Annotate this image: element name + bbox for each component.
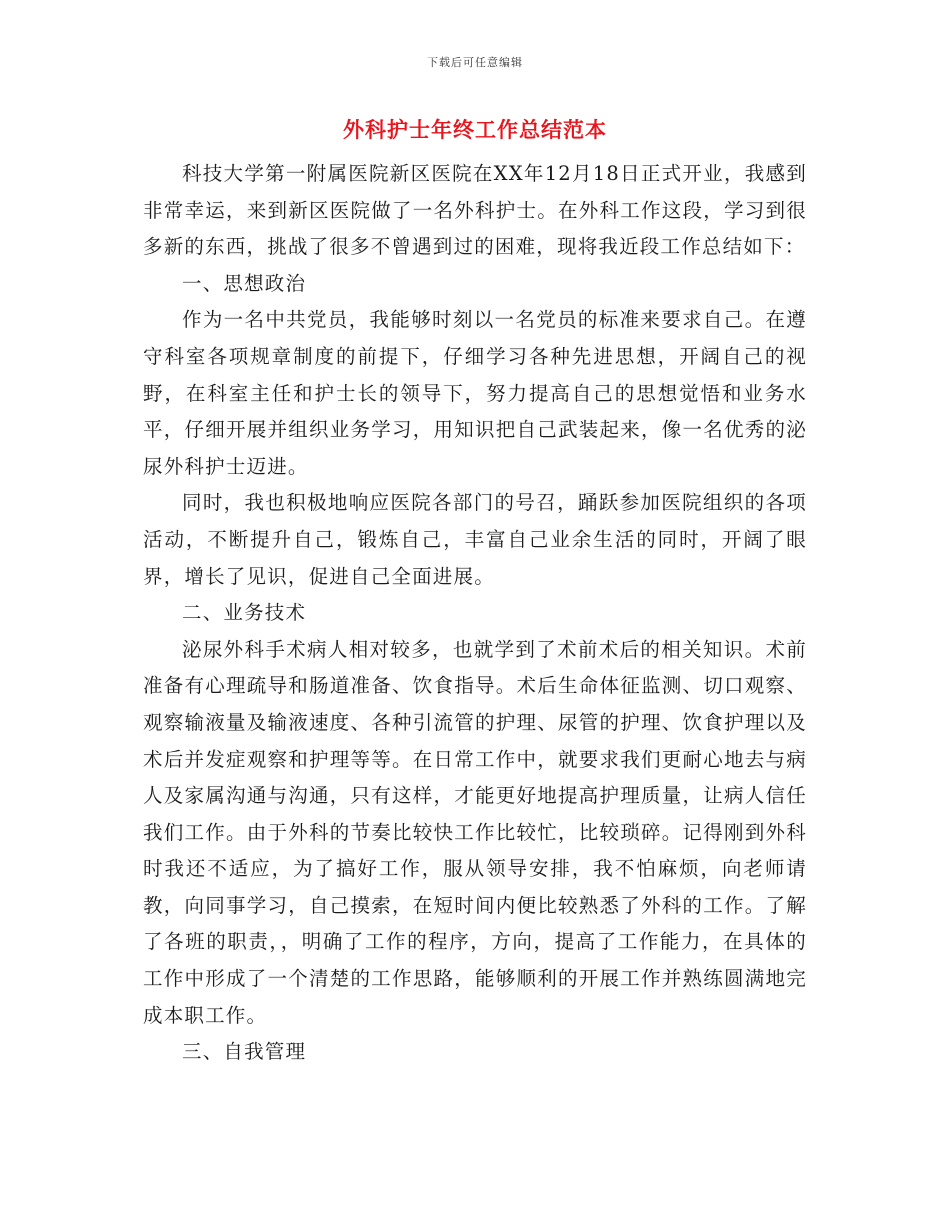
document-title: 外科护士年终工作总结范本	[343, 117, 607, 142]
header-note: 下载后可任意编辑	[427, 56, 523, 69]
document-body	[143, 156, 807, 1071]
section-heading-skills: 二、业务技术	[182, 601, 307, 625]
paragraph-politics: 作为一名中共党员，我能够时刻以一名党员的标准来要求自己。在遵守科室各项规章制度的前提下，仔细学习各种先进思想，开阔自己的视野，在科室主任和护士长的领导下，努力提高自己的思想觉悟和业务水平，仔细开展并组织业务学习，用知识把自己武装起来，像一名优秀的泌尿外科护士迈进。	[143, 308, 807, 478]
section-heading-self-management: 三、自我管理	[182, 1040, 307, 1064]
paragraph-skills: 泌尿外科手术病人相对较多，也就学到了术前术后的相关知识。术前准备有心理疏导和肠道准备、饮食指导。术后生命体征监测、切口观察、观察输液量及输液速度、各种引流管的护理、尿管的护理、饮食护理以及术后并发症观察和护理等等。在日常工作中，就要求我们更耐心地去与病人及家属沟通与沟通，只有这样，才能更好地提高护理质量，让病人信任我们工作。由于外科的节奏比较快工作比较忙，比较琐碎。记得刚到外科时我还不适应，为了搞好工作，服从领导安排，我不怕麻烦，向老师请教，向同事学习，自己摸索，在短时间内便比较熟悉了外科的工作。了解了各班的职责，，明确了工作的程序，方向，提高了工作能力，在具体的工作中形成了一个清楚的工作思路，能够顺利的开展工作并熟练圆满地完成本职工作。	[143, 637, 807, 1027]
section-heading-politics: 一、思想政治	[182, 271, 307, 295]
paragraph-intro: 科技大学第一附属医院新区医院在XX年12月18日正式开业，我感到非常幸运，来到新区医院做了一名外科护士。在外科工作这段，学习到很多新的东西，挑战了很多不曾遇到过的困难，现将我近段工作总结如下：	[143, 162, 807, 259]
paragraph-activities: 同时，我也积极地响应医院各部门的号召，踊跃参加医院组织的各项活动，不断提升自己，锻炼自己，丰富自己业余生活的同时，开阔了眼界，增长了见识，促进自己全面进展。	[143, 491, 807, 588]
